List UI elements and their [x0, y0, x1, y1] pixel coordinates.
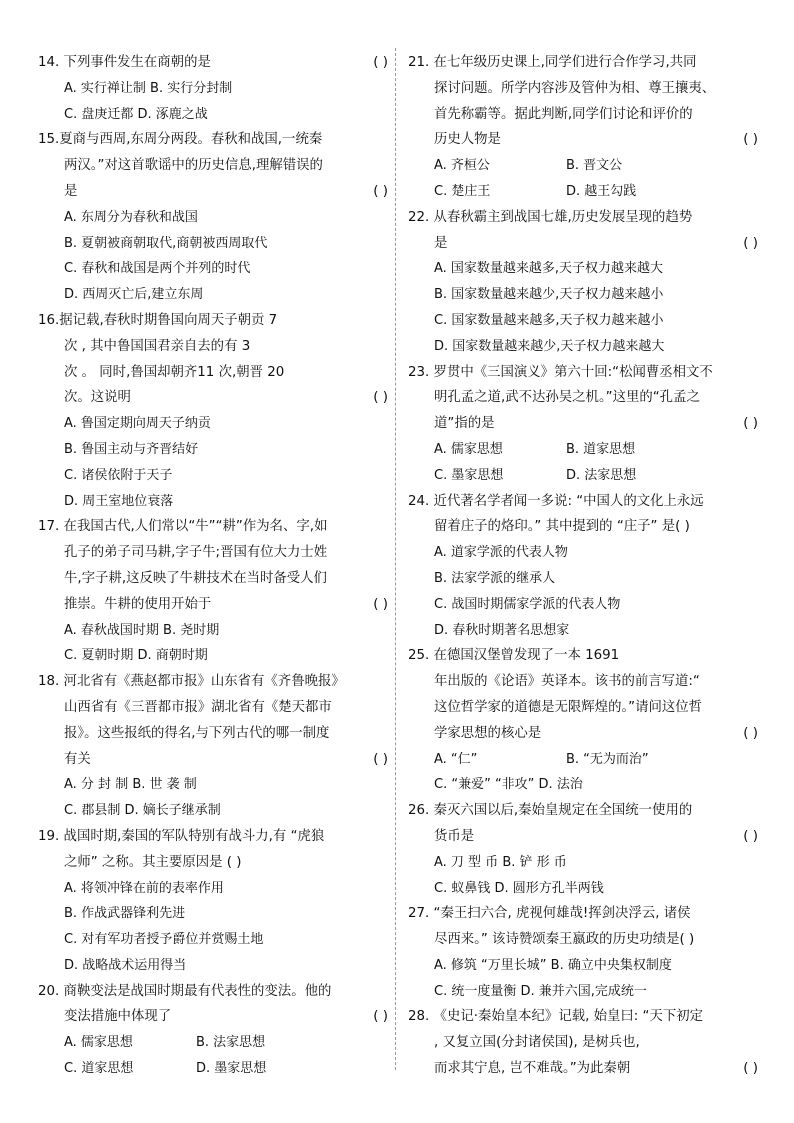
option-line: [408, 179, 760, 205]
option-a: C. 墨家思想: [434, 467, 504, 483]
option-line: [38, 76, 390, 102]
line-text: B. 国家数量越来越少,天子权力越来越小: [434, 287, 664, 303]
question-continuation: [408, 1030, 760, 1056]
column-divider: [395, 48, 396, 1070]
line-text: 14. 下列事件发生在商朝的是: [38, 55, 211, 70]
question-continuation: [408, 669, 760, 695]
option-a: A. 儒家思想: [64, 1035, 133, 1051]
line-text: 15.夏商与西周,东周分两段。春秋和战国,一统秦: [38, 132, 323, 148]
option-a: A. 齐桓公: [434, 158, 490, 174]
question-line: [408, 643, 760, 669]
line-text: A. 道家学派的代表人物: [434, 545, 568, 561]
line-text: 报》。这些报纸的得名,与下列古代的哪一制度: [64, 725, 330, 741]
left-column: [38, 50, 390, 1082]
option-line: [38, 876, 390, 902]
line-text: A. 东周分为春秋和战国: [64, 209, 198, 225]
question-continuation: [38, 360, 390, 386]
option-b: D. 墨家思想: [196, 1061, 267, 1077]
line-text: 首先称霸等。据此判断,同学们讨论和评价的: [434, 106, 693, 122]
line-text: C. 盘庚迁都 D. 涿鹿之战: [64, 106, 208, 122]
question-continuation: [408, 1056, 760, 1082]
line-text: 推崇。牛耕的使用开始于: [64, 596, 212, 612]
question-continuation: [38, 334, 390, 360]
option-line: [408, 540, 760, 566]
line-text: 22. 从春秋霸主到战国七雄,历史发展呈现的趋势: [408, 209, 693, 225]
line-text: A. 实行禅让制 B. 实行分封制: [64, 80, 233, 96]
option-line: [408, 256, 760, 282]
option-line: [38, 411, 390, 437]
question-continuation: [38, 566, 390, 592]
option-line: [38, 953, 390, 979]
option-line: [408, 566, 760, 592]
question-line: [38, 127, 390, 153]
question-continuation: [408, 514, 760, 540]
line-text: A. 分 封 制 B. 世 袭 制: [64, 777, 197, 793]
question-line: [408, 798, 760, 824]
line-text: C. 诸侯依附于天子: [64, 467, 173, 483]
question-continuation: [408, 76, 760, 102]
option-line: [38, 256, 390, 282]
line-text: 26. 秦灭六国以后,秦始皇规定在全国统一使用的: [408, 803, 693, 819]
line-text: C. 蚁鼻钱 D. 圆形方孔半两钱: [434, 880, 604, 896]
answer-bracket: ( ): [373, 55, 388, 70]
option-line: [408, 618, 760, 644]
line-text: C. 统一度量衡 D. 兼并六国,完成统一: [434, 983, 647, 999]
option-line: [38, 282, 390, 308]
line-text: 21. 在七年级历史课上,同学们进行合作学习,共同: [408, 55, 697, 70]
line-text: , 又复立国(分封诸侯国), 是树兵也,: [434, 1035, 640, 1051]
option-line: [38, 901, 390, 927]
option-line: [408, 153, 760, 179]
question-line: [38, 979, 390, 1005]
line-text: B. 法家学派的继承人: [434, 570, 556, 586]
line-text: 年出版的《论语》英译本。该书的前言写道:“: [434, 674, 700, 690]
option-a: C. 楚庄王: [434, 183, 491, 199]
option-line: [38, 463, 390, 489]
line-text: D. 国家数量越来越少,天子权力越来越大: [434, 338, 665, 354]
option-line: [408, 979, 760, 1005]
option-line: [408, 334, 760, 360]
line-text: 23. 罗贯中《三国演义》第六十回:“松闻曹丞相文不: [408, 364, 713, 380]
option-line: [38, 1056, 390, 1082]
question-continuation: [38, 695, 390, 721]
question-line: [38, 50, 390, 76]
option-line: [38, 489, 390, 515]
option-line: [38, 643, 390, 669]
line-text: B. 作战武器锋利先进: [64, 906, 186, 922]
question-line: [38, 824, 390, 850]
question-continuation: [408, 721, 760, 747]
option-line: [408, 772, 760, 798]
option-line: [38, 231, 390, 257]
line-text: 山西省有《三晋都市报》湖北省有《楚天都市: [64, 699, 332, 715]
line-text: 孔子的弟子司马耕,字子牛;晋国有位大力士姓: [64, 545, 328, 561]
option-line: [408, 308, 760, 334]
line-text: A. 国家数量越来越多,天子权力越来越大: [434, 261, 664, 277]
line-text: D. 战略战术运用得当: [64, 957, 187, 973]
line-text: 历史人物是: [434, 132, 501, 148]
question-continuation: [408, 231, 760, 257]
answer-bracket: ( ): [743, 132, 758, 148]
line-text: 19. 战国时期,秦国的军队特别有战斗力,有 “虎狼: [38, 828, 325, 844]
question-continuation: [38, 540, 390, 566]
question-continuation: [38, 385, 390, 411]
line-text: D. 西周灭亡后,建立东周: [64, 287, 204, 303]
line-text: 次 。 同时,鲁国却朝齐11 次,朝晋 20: [64, 364, 285, 380]
question-continuation: [38, 721, 390, 747]
option-line: [38, 205, 390, 231]
line-text: A. 刀 型 币 B. 铲 形 币: [434, 854, 567, 870]
line-text: 17. 在我国古代,人们常以“牛”“耕”作为名、字,如: [38, 519, 328, 535]
question-line: [408, 901, 760, 927]
question-continuation: [408, 824, 760, 850]
line-text: 次 , 其中鲁国国君亲自去的有 3: [64, 338, 251, 354]
right-column: [408, 50, 760, 1082]
line-text: 是: [64, 183, 78, 199]
line-text: D. 春秋时期著名思想家: [434, 622, 570, 638]
question-line: [408, 489, 760, 515]
question-line: [38, 514, 390, 540]
option-line: [38, 1030, 390, 1056]
question-continuation: [408, 102, 760, 128]
question-line: [408, 50, 760, 76]
line-text: A. 将领冲锋在前的表率作用: [64, 880, 224, 896]
line-text: 道”指的是: [434, 416, 495, 432]
option-line: [408, 463, 760, 489]
option-line: [408, 876, 760, 902]
option-line: [38, 437, 390, 463]
option-line: [408, 747, 760, 773]
line-text: 货币是: [434, 828, 475, 844]
option-b: B. “无为而治”: [566, 751, 649, 767]
line-text: C. 春秋和战国是两个并列的时代: [64, 261, 251, 277]
line-text: C. “兼爱” “非攻” D. 法治: [434, 777, 583, 793]
answer-bracket: ( ): [743, 235, 758, 251]
option-b: D. 法家思想: [566, 467, 637, 483]
question-continuation: [38, 1004, 390, 1030]
option-a: A. 儒家思想: [434, 441, 503, 457]
line-text: C. 国家数量越来越多,天子权力越来越小: [434, 312, 664, 328]
line-text: C. 战国时期儒家学派的代表人物: [434, 596, 621, 612]
question-continuation: [408, 127, 760, 153]
question-line: [408, 1004, 760, 1030]
question-continuation: [408, 695, 760, 721]
line-text: 20. 商鞅变法是战国时期最有代表性的变法。他的: [38, 983, 332, 999]
answer-bracket: ( ): [373, 596, 388, 612]
option-line: [408, 282, 760, 308]
option-line: [408, 953, 760, 979]
line-text: 16.据记载,春秋时期鲁国向周天子朝贡 7: [38, 312, 278, 328]
question-line: [408, 205, 760, 231]
option-line: [408, 850, 760, 876]
answer-bracket: ( ): [743, 725, 758, 741]
option-line: [408, 437, 760, 463]
line-text: B. 鲁国主动与齐晋结好: [64, 441, 199, 457]
option-line: [38, 772, 390, 798]
line-text: 这位哲学家的道德是无限辉煌的。”请问这位哲: [434, 699, 703, 715]
line-text: C. 对有军功者授予爵位并赏赐土地: [64, 932, 264, 948]
line-text: 两汉。”对这首歌谣中的历史信息,理解错误的: [64, 158, 323, 174]
option-line: [38, 102, 390, 128]
line-text: C. 夏朝时期 D. 商朝时期: [64, 648, 208, 664]
line-text: 而求其宁息, 岂不难哉。”为此秦朝: [434, 1061, 631, 1077]
line-text: 之师” 之称。其主要原因是 ( ): [64, 854, 242, 870]
option-line: [38, 798, 390, 824]
option-b: B. 道家思想: [566, 441, 636, 457]
option-a: C. 道家思想: [64, 1061, 134, 1077]
answer-bracket: ( ): [743, 828, 758, 844]
option-a: A. “仁”: [434, 751, 478, 767]
line-text: 是: [434, 235, 448, 251]
line-text: 尽西来。” 该诗赞颂秦王嬴政的历史功绩是( ): [434, 932, 695, 948]
line-text: 明孔孟之道,武不达孙吴之机。”这里的“孔孟之: [434, 390, 700, 406]
question-continuation: [38, 747, 390, 773]
line-text: A. 修筑 “万里长城” B. 确立中央集权制度: [434, 957, 672, 973]
line-text: 有关: [64, 751, 91, 767]
line-text: 25. 在德国汉堡曾发现了一本 1691: [408, 648, 620, 664]
answer-bracket: ( ): [373, 183, 388, 199]
question-continuation: [408, 927, 760, 953]
line-text: A. 鲁国定期向周天子纳贡: [64, 416, 211, 432]
answer-bracket: ( ): [373, 751, 388, 767]
line-text: D. 周王室地位衰落: [64, 493, 174, 509]
answer-bracket: ( ): [373, 390, 388, 406]
question-line: [408, 360, 760, 386]
option-line: [38, 927, 390, 953]
line-text: 24. 近代著名学者闻一多说: “中国人的文化上永远: [408, 493, 704, 509]
line-text: 18. 河北省有《燕赵都市报》山东省有《齐鲁晚报》: [38, 674, 345, 690]
question-line: [38, 669, 390, 695]
line-text: A. 春秋战国时期 B. 尧时期: [64, 622, 220, 638]
answer-bracket: ( ): [743, 1061, 758, 1077]
option-line: [408, 592, 760, 618]
line-text: B. 夏朝被商朝取代,商朝被西周取代: [64, 235, 268, 251]
line-text: 27. “秦王扫六合, 虎视何雄哉!挥剑决浮云, 诸侯: [408, 906, 691, 922]
line-text: 28. 《史记·秦始皇本纪》记载, 始皇曰: “天下初定: [408, 1009, 704, 1025]
line-text: 留着庄子的烙印。” 其中提到的 “庄子” 是( ): [434, 519, 690, 535]
answer-bracket: ( ): [743, 416, 758, 432]
question-continuation: [408, 385, 760, 411]
option-b: D. 越王勾践: [566, 183, 637, 199]
question-continuation: [38, 592, 390, 618]
question-continuation: [408, 411, 760, 437]
question-continuation: [38, 850, 390, 876]
line-text: 变法措施中体现了: [64, 1009, 172, 1025]
answer-bracket: ( ): [373, 1009, 388, 1025]
line-text: 学家思想的核心是: [434, 725, 542, 741]
line-text: 次。这说明: [64, 390, 131, 406]
line-text: 牛,字子耕,这反映了牛耕技术在当时备受人们: [64, 570, 327, 586]
option-line: [38, 618, 390, 644]
option-b: B. 法家思想: [196, 1035, 266, 1051]
line-text: C. 郡县制 D. 嫡长子继承制: [64, 803, 221, 819]
question-continuation: [38, 153, 390, 179]
line-text: 探讨问题。所学内容涉及管仲为相、尊王攘夷、: [434, 80, 716, 96]
question-line: [38, 308, 390, 334]
option-b: B. 晋文公: [566, 158, 623, 174]
question-continuation: [38, 179, 390, 205]
